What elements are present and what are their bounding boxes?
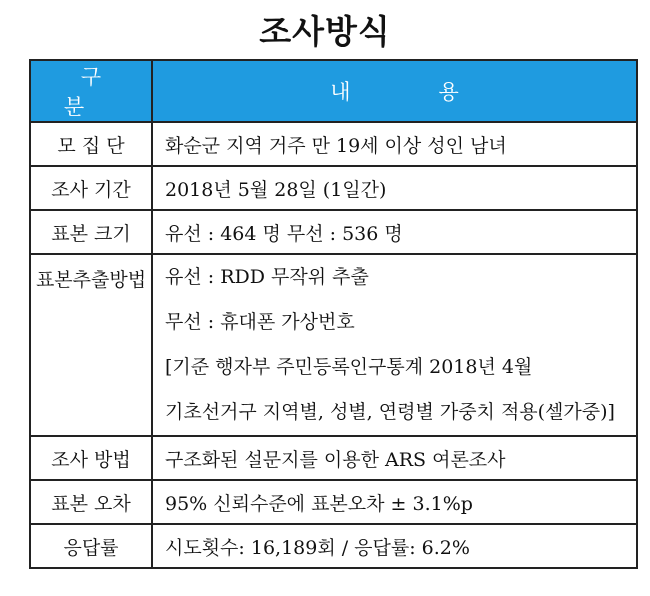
row-label-sampling: 표본추출방법 xyxy=(30,254,152,436)
sampling-line: [기준 행자부 주민등록인구통계 2018년 4월 xyxy=(165,356,533,378)
row-label-error: 표본 오차 xyxy=(30,480,152,524)
sampling-line: 기초선거구 지역별, 성별, 연령별 가중치 적용(셀가중)] xyxy=(165,401,615,423)
row-label-method: 조사 방법 xyxy=(30,436,152,480)
row-value-sample-size: 유선 : 464 명 무선 : 536 명 xyxy=(152,210,637,254)
header-content-cell xyxy=(152,60,637,122)
survey-method-table xyxy=(29,59,638,569)
table-row xyxy=(30,480,637,524)
row-value-period: 2018년 5월 28일 (1일간) xyxy=(152,166,637,210)
row-label-period: 조사 기간 xyxy=(30,166,152,210)
page-title: 조사방식 xyxy=(259,12,391,51)
table-row xyxy=(30,166,637,210)
sampling-line: 무선 : 휴대폰 가상번호 xyxy=(165,311,355,333)
row-value-sampling xyxy=(152,254,637,436)
header-content: 내용 xyxy=(330,80,547,104)
header-label: 구분 xyxy=(63,65,136,119)
row-value-error: 95% 신뢰수준에 표본오차 ± 3.1%p xyxy=(152,480,637,524)
table-row xyxy=(30,524,637,568)
table-header-row xyxy=(30,60,637,122)
row-value-method: 구조화된 설문지를 이용한 ARS 여론조사 xyxy=(152,436,637,480)
table-row xyxy=(30,122,637,166)
table-row xyxy=(30,210,637,254)
row-label-sample-size: 표본 크기 xyxy=(30,210,152,254)
sampling-line: 유선 : RDD 무작위 추출 xyxy=(165,266,369,288)
row-value-response-rate: 시도횟수: 16,189회 / 응답률: 6.2% xyxy=(152,524,637,568)
table-row xyxy=(30,436,637,480)
header-label-cell xyxy=(30,60,152,122)
row-value-population: 화순군 지역 거주 만 19세 이상 성인 남녀 xyxy=(152,122,637,166)
row-label-response-rate: 응답률 xyxy=(30,524,152,568)
table-row-sampling xyxy=(30,254,637,436)
row-label-population: 모 집 단 xyxy=(30,122,152,166)
